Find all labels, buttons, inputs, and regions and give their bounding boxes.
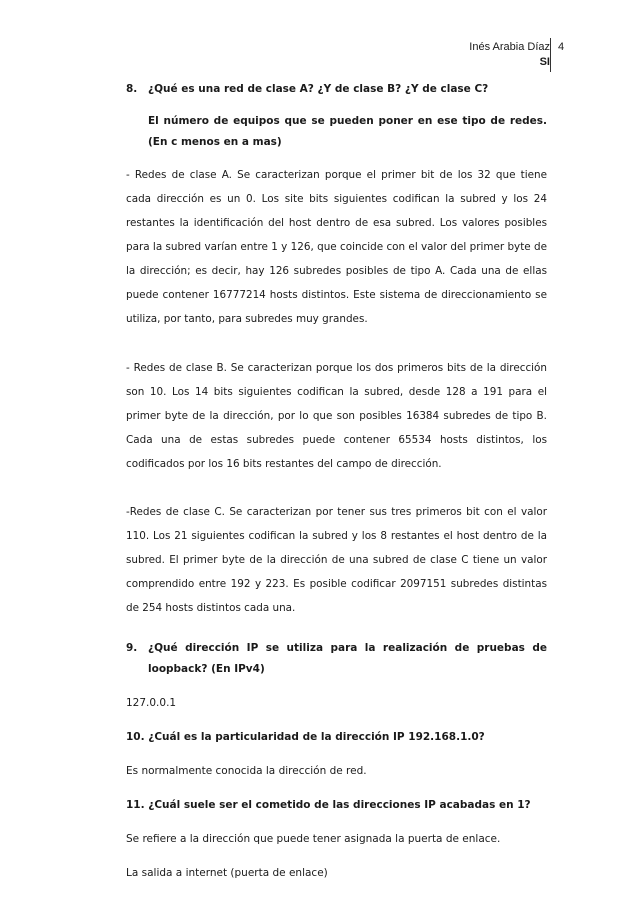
answer-question-11-line-1: Se refiere a la dirección que puede tener asignada la puerta de enlace. (126, 833, 501, 845)
question-8-subquestion: El número de equipos que se pueden poner en ese tipo de redes. (En c menos en a mas) (148, 115, 547, 148)
header-subject: SI (539, 56, 550, 68)
question-9-number: 9. (126, 642, 138, 654)
header-divider (550, 38, 551, 72)
question-8-number: 8. (126, 83, 138, 95)
question-9-text: ¿Qué dirección IP se utiliza para la realización de pruebas de loopback? (En IPv4) (148, 642, 547, 675)
answer-question-11-line-2: La salida a internet (puerta de enlace) (126, 867, 328, 879)
page-number: 4 (558, 41, 565, 53)
answer-class-b: - Redes de clase B. Se caracterizan porque los dos primeros bits de la dirección son 10. Los 14 bits siguientes codifican la subred, desde 128 a 191 para el primer byte de la dirección, por lo que son posibles 16384 subredes de tipo B. Cada una de estas subredes puede contener 65534 hosts distintos, los codificados por los 16 bits restantes del campo de dirección. (126, 362, 547, 470)
question-10-text: 10. ¿Cuál es la particularidad de la dirección IP 192.168.1.0? (126, 731, 485, 743)
question-8-text: ¿Qué es una red de clase A? ¿Y de clase B? ¿Y de clase C? (148, 83, 489, 95)
header-author: Inés Arabia Díaz (469, 41, 550, 53)
answer-question-9: 127.0.0.1 (126, 697, 177, 709)
question-9 (126, 638, 547, 680)
answer-class-c: -Redes de clase C. Se caracterizan por tener sus tres primeros bit con el valor 110. Los 21 siguientes codifican la subred y los 8 restantes el host dentro de la subred. El primer byte de la dirección de una subred de clase C tiene un valor comprendido entre 192 y 223. Es posible codificar 2097151 subredes distintas de 254 hosts distintos cada una. (126, 506, 547, 614)
question-11 (126, 797, 547, 814)
question-8 (126, 81, 547, 98)
document-body (126, 81, 547, 882)
answer-class-a: - Redes de clase A. Se caracterizan porque el primer bit de los 32 que tiene cada dirección es un 0. Los site bits siguientes codifican la subred y los 24 restantes la identificación del host dentro de esa subred. Los valores posibles para la subred varían entre 1 y 126, que coincide con el valor del primer byte de la dirección; es decir, hay 126 subredes posibles de tipo A. Cada una de ellas puede contener 16777214 hosts distintos. Este sistema de direccionamiento se utiliza, por tanto, para subredes muy grandes. (126, 169, 547, 325)
question-10 (126, 729, 547, 746)
question-11-text: 11. ¿Cuál suele ser el cometido de las direcciones IP acabadas en 1? (126, 799, 531, 811)
answer-question-10: Es normalmente conocida la dirección de red. (126, 765, 367, 777)
